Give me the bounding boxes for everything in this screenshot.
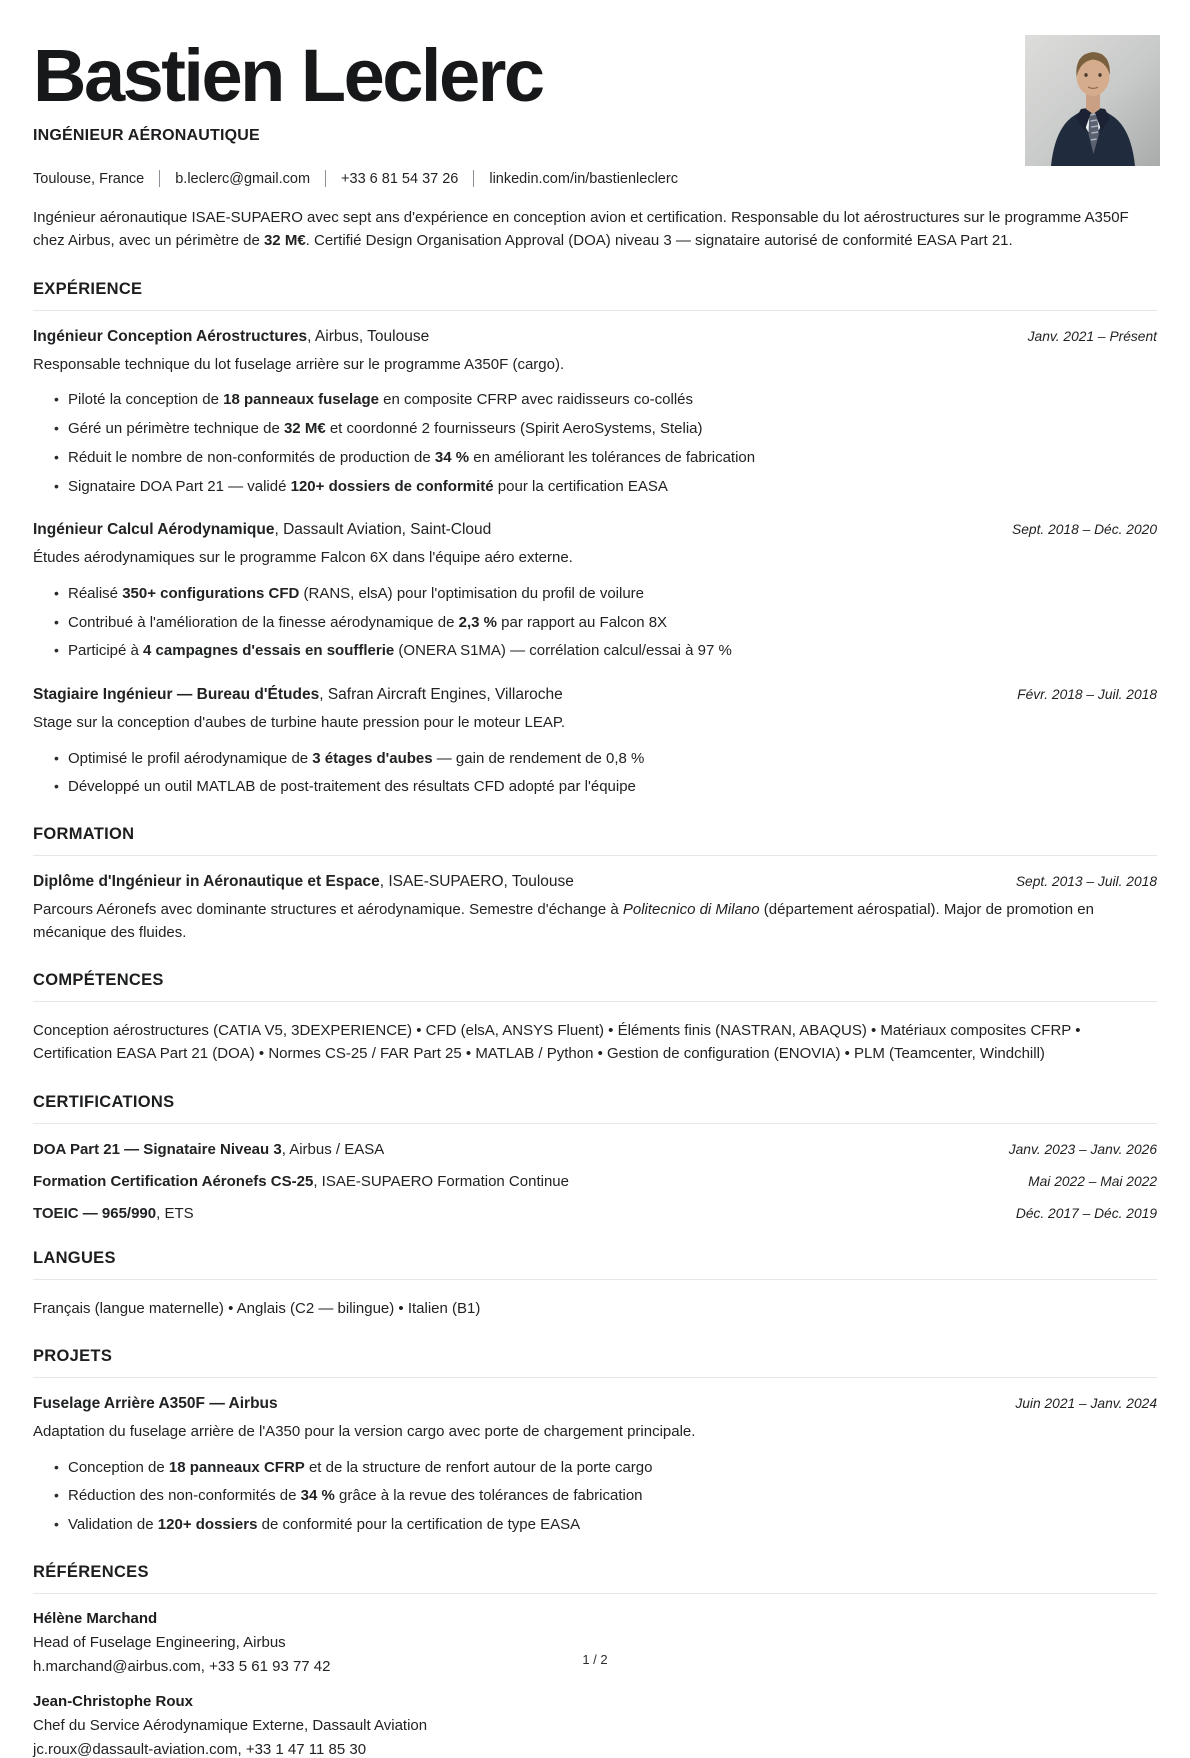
degree-description: Parcours Aéronefs avec dominante structures et aérodynamique. Semestre d'échange à Politecnico di Milano (département aérospatial). Major de promotion en mécanique des fluides. <box>33 901 1094 941</box>
certification-row <box>33 1173 1157 1190</box>
certification-title-line <box>33 1205 194 1222</box>
section-heading-formation: FORMATION <box>33 825 1157 856</box>
formation-entry <box>33 873 1157 944</box>
section-projets <box>33 1347 1157 1536</box>
section-langues <box>33 1249 1157 1320</box>
degree-org: , ISAE-SUPAERO, Toulouse <box>379 873 574 891</box>
experience-entry <box>33 521 1157 662</box>
contact-row <box>33 170 1157 187</box>
project-bullet: • Conception de 18 panneaux CFRP et de la structure de renfort autour de la porte cargo <box>68 1457 1157 1479</box>
job-bullet-list <box>33 389 1157 497</box>
job-title: Stagiaire Ingénieur — Bureau d'Études <box>33 686 320 704</box>
project-bullet-list <box>33 1457 1157 1536</box>
project-bullet: • Réduction des non-conformités de 34 % grâce à la revue des tolérances de fabrication <box>68 1485 1157 1507</box>
job-dates: Janv. 2021 – Présent <box>1027 328 1157 344</box>
certification-title: Formation Certification Aéronefs CS-25 <box>33 1172 314 1190</box>
job-bullet: • Optimisé le profil aérodynamique de 3 étages d'aubes — gain de rendement de 0,8 % <box>68 748 1157 770</box>
job-dates: Févr. 2018 – Juil. 2018 <box>1017 687 1157 703</box>
degree-title-line <box>33 873 574 891</box>
reference-contact: jc.roux@dassault-aviation.com, +33 1 47 11 85 30 <box>33 1740 367 1758</box>
section-heading-competences: COMPÉTENCES <box>33 971 1157 1002</box>
job-bullet: • Participé à 4 campagnes d'essais en soufflerie (ONERA S1MA) — corrélation calcul/essai à 97 % <box>68 640 1157 662</box>
certification-org: , ISAE-SUPAERO Formation Continue <box>313 1172 569 1190</box>
certification-org: , Airbus / EASA <box>281 1140 385 1158</box>
project-description: Adaptation du fuselage arrière de l'A350 pour la version cargo avec porte de chargement principale. <box>33 1423 696 1441</box>
job-title-line <box>33 686 563 704</box>
job-bullet: • Signataire DOA Part 21 — validé 120+ dossiers de conformité pour la certification EASA <box>68 476 1157 498</box>
certification-dates: Déc. 2017 – Déc. 2019 <box>1015 1205 1157 1221</box>
job-bullet-list <box>33 748 1157 799</box>
job-title-line <box>33 328 429 346</box>
section-heading-certifications: CERTIFICATIONS <box>33 1093 1157 1124</box>
contact-divider <box>325 170 326 187</box>
section-heading-experience: EXPÉRIENCE <box>33 280 1157 311</box>
job-description: Stage sur la conception d'aubes de turbine haute pression pour le moteur LEAP. <box>33 714 566 732</box>
section-experience <box>33 280 1157 798</box>
certification-title: DOA Part 21 — Signataire Niveau 3 <box>33 1140 282 1158</box>
reference-name: Hélène Marchand <box>33 1609 158 1627</box>
reference-role: Head of Fuselage Engineering, Airbus <box>33 1633 286 1651</box>
project-entry <box>33 1395 1157 1536</box>
section-heading-references: RÉFÉRENCES <box>33 1563 1157 1594</box>
project-title-line <box>33 1395 278 1413</box>
section-heading-projets: PROJETS <box>33 1347 1157 1378</box>
job-bullet: • Réalisé 350+ configurations CFD (RANS, elsA) pour l'optimisation du profil de voilure <box>68 583 1157 605</box>
certification-title-line <box>33 1141 384 1158</box>
certification-row <box>33 1141 1157 1158</box>
job-title-line <box>33 521 491 539</box>
reference-role: Chef du Service Aérodynamique Externe, Dassault Aviation <box>33 1716 428 1734</box>
profile-photo <box>1025 35 1160 166</box>
profile-summary: Ingénieur aéronautique ISAE-SUPAERO avec sept ans d'expérience en conception avion et certification. Responsable du lot aérostructures sur le programme A350F chez Airbus, avec un périmètre de 32 M€. Certifié Design Organisation Approval (DOA) niveau 3 — signataire autorisé de conformité EASA Part 21. <box>33 209 1129 250</box>
experience-entry <box>33 686 1157 798</box>
reference-contact: h.marchand@airbus.com, +33 5 61 93 77 42 <box>33 1657 331 1675</box>
job-title: Ingénieur Conception Aérostructures <box>33 327 308 345</box>
job-description: Responsable technique du lot fuselage arrière sur le programme A350F (cargo). <box>33 355 565 373</box>
section-heading-langues: LANGUES <box>33 1249 1157 1280</box>
contact-email[interactable]: b.leclerc@gmail.com <box>175 170 311 187</box>
job-bullet: • Développé un outil MATLAB de post-traitement des résultats CFD adopté par l'équipe <box>68 776 1157 798</box>
project-title: Fuselage Arrière A350F — Airbus <box>33 1395 278 1413</box>
experience-entry <box>33 328 1157 498</box>
degree-dates: Sept. 2013 – Juil. 2018 <box>1015 874 1157 890</box>
certification-dates: Janv. 2023 – Janv. 2026 <box>1008 1141 1157 1157</box>
job-org: , Dassault Aviation, Saint-Cloud <box>274 521 492 539</box>
profile-photo-illustration <box>1025 35 1160 166</box>
contact-divider <box>473 170 474 187</box>
certification-org: , ETS <box>156 1204 194 1222</box>
reference-entry <box>33 1693 1157 1758</box>
certification-row <box>33 1205 1157 1222</box>
project-dates: Juin 2021 – Janv. 2024 <box>1015 1396 1157 1412</box>
job-org: , Safran Aircraft Engines, Villaroche <box>319 686 563 704</box>
job-bullet-list <box>33 583 1157 662</box>
certification-title-line <box>33 1173 569 1190</box>
contact-linkedin[interactable]: linkedin.com/in/bastienleclerc <box>489 170 678 187</box>
section-competences <box>33 971 1157 1066</box>
langues-text: Français (langue maternelle) • Anglais (C2 — bilingue) • Italien (B1) <box>33 1299 481 1317</box>
page-number-indicator: 1 / 2 <box>582 1652 608 1667</box>
contact-divider <box>159 170 160 187</box>
section-certifications <box>33 1093 1157 1222</box>
person-role-title: INGÉNIEUR AÉRONAUTIQUE <box>33 127 260 145</box>
certification-dates: Mai 2022 – Mai 2022 <box>1028 1173 1157 1189</box>
contact-phone: +33 6 81 54 37 26 <box>341 170 459 187</box>
section-formation <box>33 825 1157 944</box>
project-bullet: • Validation de 120+ dossiers de conformité pour la certification de type EASA <box>68 1514 1157 1536</box>
job-dates: Sept. 2018 – Déc. 2020 <box>1012 522 1157 538</box>
competences-text: Conception aérostructures (CATIA V5, 3DEXPERIENCE) • CFD (elsA, ANSYS Fluent) • Éléments finis (NASTRAN, ABAQUS) • Matériaux composites CFRP • Certification EASA Part 21 (DOA) • Normes CS-25 / FAR Part 25 • MATLAB / Python • Gestion de configuration (ENOVIA) • PLM (Teamcenter, Windchill) <box>33 1022 1081 1063</box>
certification-title: TOEIC — 965/990 <box>33 1204 157 1222</box>
job-bullet: • Contribué à l'amélioration de la finesse aérodynamique de 2,3 % par rapport au Falcon 8X <box>68 612 1157 634</box>
degree-title: Diplôme d'Ingénieur in Aéronautique et Espace <box>33 873 380 891</box>
reference-name: Jean-Christophe Roux <box>33 1692 194 1710</box>
contact-location: Toulouse, France <box>33 170 145 187</box>
person-name: Bastien Leclerc <box>33 34 543 117</box>
job-org: , Airbus, Toulouse <box>307 327 430 345</box>
job-bullet: • Piloté la conception de 18 panneaux fuselage en composite CFRP avec raidisseurs co-collés <box>68 389 1157 411</box>
job-description: Études aérodynamiques sur le programme Falcon 6X dans l'équipe aéro externe. <box>33 549 573 567</box>
job-title: Ingénieur Calcul Aérodynamique <box>33 521 275 539</box>
job-bullet: • Réduit le nombre de non-conformités de production de 34 % en améliorant les tolérances de fabrication <box>68 447 1157 469</box>
job-bullet: • Géré un périmètre technique de 32 M€ et coordonné 2 fournisseurs (Spirit AeroSystems, Stelia) <box>68 418 1157 440</box>
